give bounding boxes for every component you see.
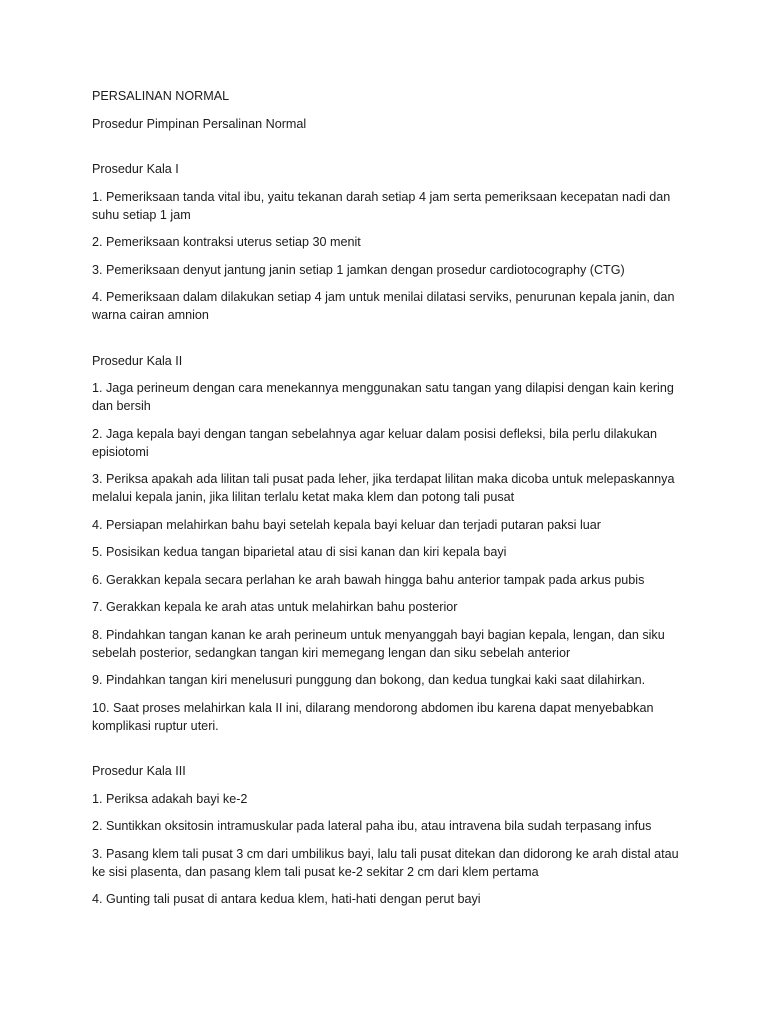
- section-spacer: [92, 334, 682, 352]
- list-item: 4. Gunting tali pusat di antara kedua klem, hati-hati dengan perut bayi: [92, 892, 481, 906]
- list-item: 2. Suntikkan oksitosin intramuskular pada lateral paha ibu, atau intravena bila sudah terpasang infus: [92, 819, 652, 833]
- list-item: 10. Saat proses melahirkan kala II ini, dilarang mendorong abdomen ibu karena dapat menyebabkan komplikasi ruptur uteri.: [92, 700, 654, 733]
- list-item: 2. Jaga kepala bayi dengan tangan sebelahnya agar keluar dalam posisi defleksi, bila perlu dilakukan episiotomi: [92, 426, 657, 459]
- document-subtitle: Prosedur Pimpinan Persalinan Normal: [92, 116, 307, 131]
- section-heading-kala-1: Prosedur Kala I: [92, 162, 179, 176]
- list-item: 3. Pasang klem tali pusat 3 cm dari umbilikus bayi, lalu tali pusat ditekan dan didorong ke arah distal atau ke sisi plasenta, dan pasang klem tali pusat ke-2 sekitar 2 cm dari klem pertama: [92, 846, 679, 879]
- list-item: 1. Pemeriksaan tanda vital ibu, yaitu tekanan darah setiap 4 jam serta pemeriksaan kecepatan nadi dan suhu setiap 1 jam: [92, 189, 671, 222]
- document-title: PERSALINAN NORMAL: [92, 89, 230, 103]
- list-item: 4. Pemeriksaan dalam dilakukan setiap 4 jam untuk menilai dilatasi serviks, penurunan kepala janin, dan warna cairan amnion: [92, 290, 675, 322]
- section-spacer: [92, 744, 682, 762]
- section-heading-kala-2: Prosedur Kala II: [92, 353, 183, 368]
- list-item: 5. Posisikan kedua tangan biparietal atau di sisi kanan dan kiri kepala bayi: [92, 545, 507, 559]
- list-item: 9. Pindahkan tangan kiri menelusuri punggung dan bokong, dan kedua tungkai kaki saat dilahirkan.: [92, 673, 646, 687]
- list-item: 2. Pemeriksaan kontraksi uterus setiap 30 menit: [92, 235, 361, 249]
- section-heading-kala-3: Prosedur Kala III: [92, 764, 186, 778]
- list-item: 3. Pemeriksaan denyut jantung janin setiap 1 jamkan dengan prosedur cardiotocography (CTG): [92, 262, 625, 277]
- list-item: 1. Jaga perineum dengan cara menekannya menggunakan satu tangan yang dilapisi dengan kain kering dan bersih: [92, 381, 674, 413]
- list-item: 4. Persiapan melahirkan bahu bayi setelah kepala bayi keluar dan terjadi putaran paksi luar: [92, 517, 601, 532]
- document-body: [92, 87, 682, 918]
- list-item: 6. Gerakkan kepala secara perlahan ke arah bawah hingga bahu anterior tampak pada arkus pubis: [92, 572, 645, 587]
- list-item: 1. Periksa adakah bayi ke-2: [92, 791, 248, 806]
- section-spacer: [92, 142, 682, 160]
- list-item: 8. Pindahkan tangan kanan ke arah perineum untuk menyanggah bayi bagian kepala, lengan, dan siku sebelah posterior, sedangkan tangan kiri memegang lengan dan siku sebelah anterior: [92, 627, 665, 660]
- list-item: 3. Periksa apakah ada lilitan tali pusat pada leher, jika terdapat lilitan maka dicoba untuk melepaskannya melalui kepala janin, jika lilitan terlalu ketat maka klem dan potong tali pusat: [92, 472, 675, 504]
- list-item: 7. Gerakkan kepala ke arah atas untuk melahirkan bahu posterior: [92, 600, 458, 614]
